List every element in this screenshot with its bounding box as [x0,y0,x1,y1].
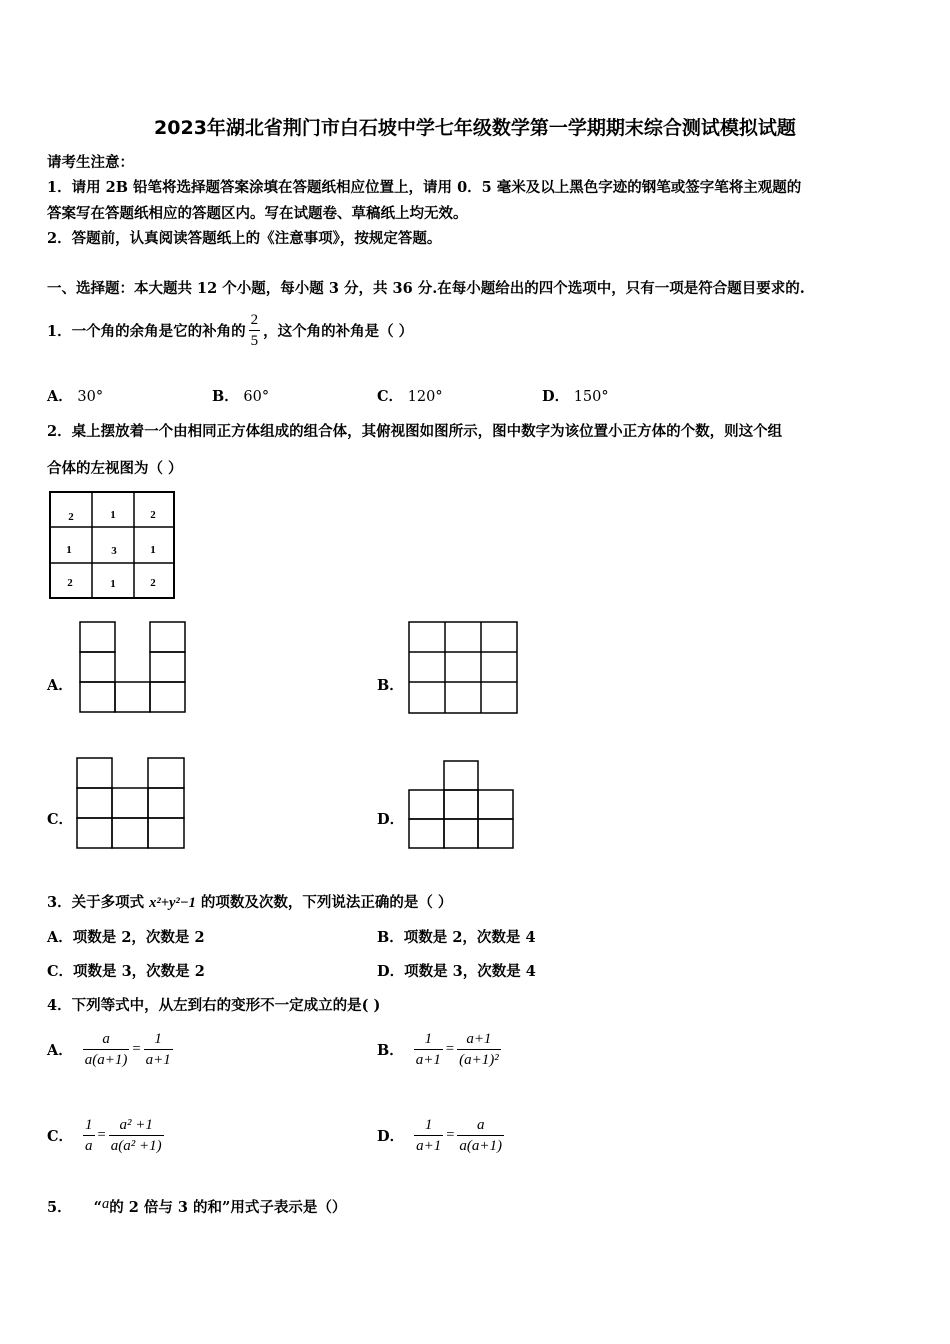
q4-option-b [377,1026,501,1072]
grid-cell-r2c2: 3 [111,545,117,557]
q3-option-a-text: 项数是 2，次数是 2 [72,929,205,946]
grid-cell-r1c2: 1 [110,509,116,521]
notice-line-1b: 答案写在答题纸相应的答题区内。写在试题卷、草稿纸上均无效。 [47,205,468,222]
q4-a-right-frac [144,1029,173,1070]
q3-option-d [377,960,536,981]
q3-option-c-text: 项数是 3，次数是 2 [73,963,205,980]
q4-option-c-label: C． [47,1127,74,1145]
q4-a-left-den: a(a+1) [84,1051,128,1068]
q4-option-b-label: B． [377,1041,404,1059]
q4-c-left-frac [83,1115,95,1156]
notice-line-2: 2．答题前，认真阅读答题纸上的《注意事项》，按规定答题。 [47,230,442,247]
q5-number: 5． [47,1199,72,1216]
q4-c-right-frac [109,1115,164,1156]
q3-option-b-label: B． [377,929,404,946]
grid-cell-r3c1: 2 [67,577,73,589]
q4-d-right-den: a(a+1) [459,1137,503,1154]
q3-option-d-label: D． [377,963,405,980]
q4-stem: 4．下列等式中，从左到右的变形不一定成立的是( ) [47,997,381,1014]
q4-option-a-label: A． [47,1041,73,1059]
q4-c-right-num: a² +1 [109,1115,164,1136]
q2-option-c-figure [75,756,187,850]
q4-b-left-frac [414,1029,443,1070]
grid-cell-r1c1: 2 [68,511,74,523]
question-1 [47,301,413,359]
q1-option-d-label: D． [542,388,570,405]
q2-option-b-figure [407,620,520,715]
q2-option-d-figure [407,759,517,851]
q4-b-left-den: a+1 [415,1051,441,1068]
q4-option-a [47,1026,173,1072]
q4-a-left-num: a [83,1029,130,1050]
q4-d-left-num: 1 [414,1115,443,1136]
q4-option-d [377,1112,504,1158]
q1-option-b-label: B． [212,388,239,405]
question-5 [47,1196,346,1217]
q3-option-b [377,926,536,947]
q5-variable: a [101,1196,110,1212]
q1-option-c-label: C． [377,388,404,405]
q4-a-left-frac [83,1029,130,1070]
q3-option-c [47,960,205,981]
q1-stem-post: ，这个角的补角是（ ） [263,322,414,340]
equals-sign: = [445,1040,455,1057]
q1-stem-pre: 1．一个角的余角是它的补角的 [47,322,246,340]
q1-option-d [542,385,609,406]
q3-option-b-text: 项数是 2，次数是 4 [403,929,536,946]
q4-b-right-num: a+1 [457,1029,501,1050]
q2-option-c-label: C． [47,811,74,828]
q5-quote-open: “ [93,1199,102,1216]
q1-option-c-text: 120° [407,389,443,405]
page-title: 2023年湖北省荆门市白石坡中学七年级数学第一学期期末综合测试模拟试题 [154,117,796,139]
q2-option-b-label: B． [377,677,404,694]
q2-top-view-grid [48,490,178,602]
q4-d-left-frac [414,1115,443,1156]
q4-b-right-frac [457,1029,501,1070]
q3-stem-pre: 3．关于多项式 [47,894,150,911]
q2-option-a-label: A． [47,677,73,694]
q3-expression: x²+y²−1 [149,895,196,911]
equals-sign: = [97,1126,106,1143]
grid-cell-r3c2: 1 [110,578,116,590]
q5-stem: 的 2 倍与 3 的和”用式子表示是（） [109,1199,347,1216]
q4-a-right-den: a+1 [145,1051,171,1068]
q3-option-a [47,926,205,947]
section-heading: 一、选择题：本大题共 12 个小题，每小题 3 分，共 36 分.在每小题给出的四个选项中，只有一项是符合题目要求的. [47,280,805,297]
q1-fraction [249,310,261,351]
grid-cell-r3c3: 2 [150,577,156,589]
q4-b-right-den: (a+1)² [459,1051,499,1068]
notice-heading: 请考生注意： [47,154,134,171]
q3-option-d-text: 项数是 3，次数是 4 [404,963,536,980]
equals-sign: = [132,1040,141,1057]
q1-option-a-text: 30° [77,389,104,405]
q2-stem-b: 合体的左视图为（ ） [47,460,183,477]
q4-d-right-num: a [457,1115,504,1136]
q3-stem-post: 的项数及次数，下列说法正确的是（ ） [195,894,453,911]
q1-option-a-label: A． [47,388,73,405]
notice-line-1a: 1．请用 2B 铅笔将选择题答案涂填在答题纸相应位置上，请用 0．5 毫米及以上黑色字迹的钢笔或签字笔将主观题的 [47,179,802,196]
q1-option-b [212,385,269,406]
q1-option-c [377,385,443,406]
q4-d-right-frac [457,1115,504,1156]
q4-option-d-label: D． [377,1127,405,1145]
q1-frac-num: 2 [249,310,261,331]
q4-d-left-den: a+1 [416,1137,442,1154]
q3-option-a-label: A． [47,929,73,946]
question-3 [47,891,452,912]
q1-option-d-text: 150° [573,389,609,405]
q4-c-left-den: a [85,1137,93,1154]
q4-a-right-num: 1 [144,1029,173,1050]
q4-option-c [47,1112,164,1158]
q2-option-a-figure [78,620,188,714]
q4-c-right-den: a(a² +1) [110,1137,162,1154]
q1-frac-den: 5 [250,332,259,349]
q1-option-b-text: 60° [243,389,270,405]
q2-stem-a: 2．桌上摆放着一个由相同正方体组成的组合体，其俯视图如图所示，图中数字为该位置小正方体的个数，则这个组 [47,423,783,440]
equals-sign: = [446,1126,455,1143]
q2-option-d-label: D． [377,811,405,828]
q3-option-c-label: C． [47,963,74,980]
grid-cell-r2c3: 1 [150,544,156,556]
q4-b-left-num: 1 [414,1029,443,1050]
grid-cell-r2c1: 1 [66,544,72,556]
grid-cell-r1c3: 2 [150,509,156,521]
q1-option-a [47,385,103,406]
q4-c-left-num: 1 [83,1115,95,1136]
